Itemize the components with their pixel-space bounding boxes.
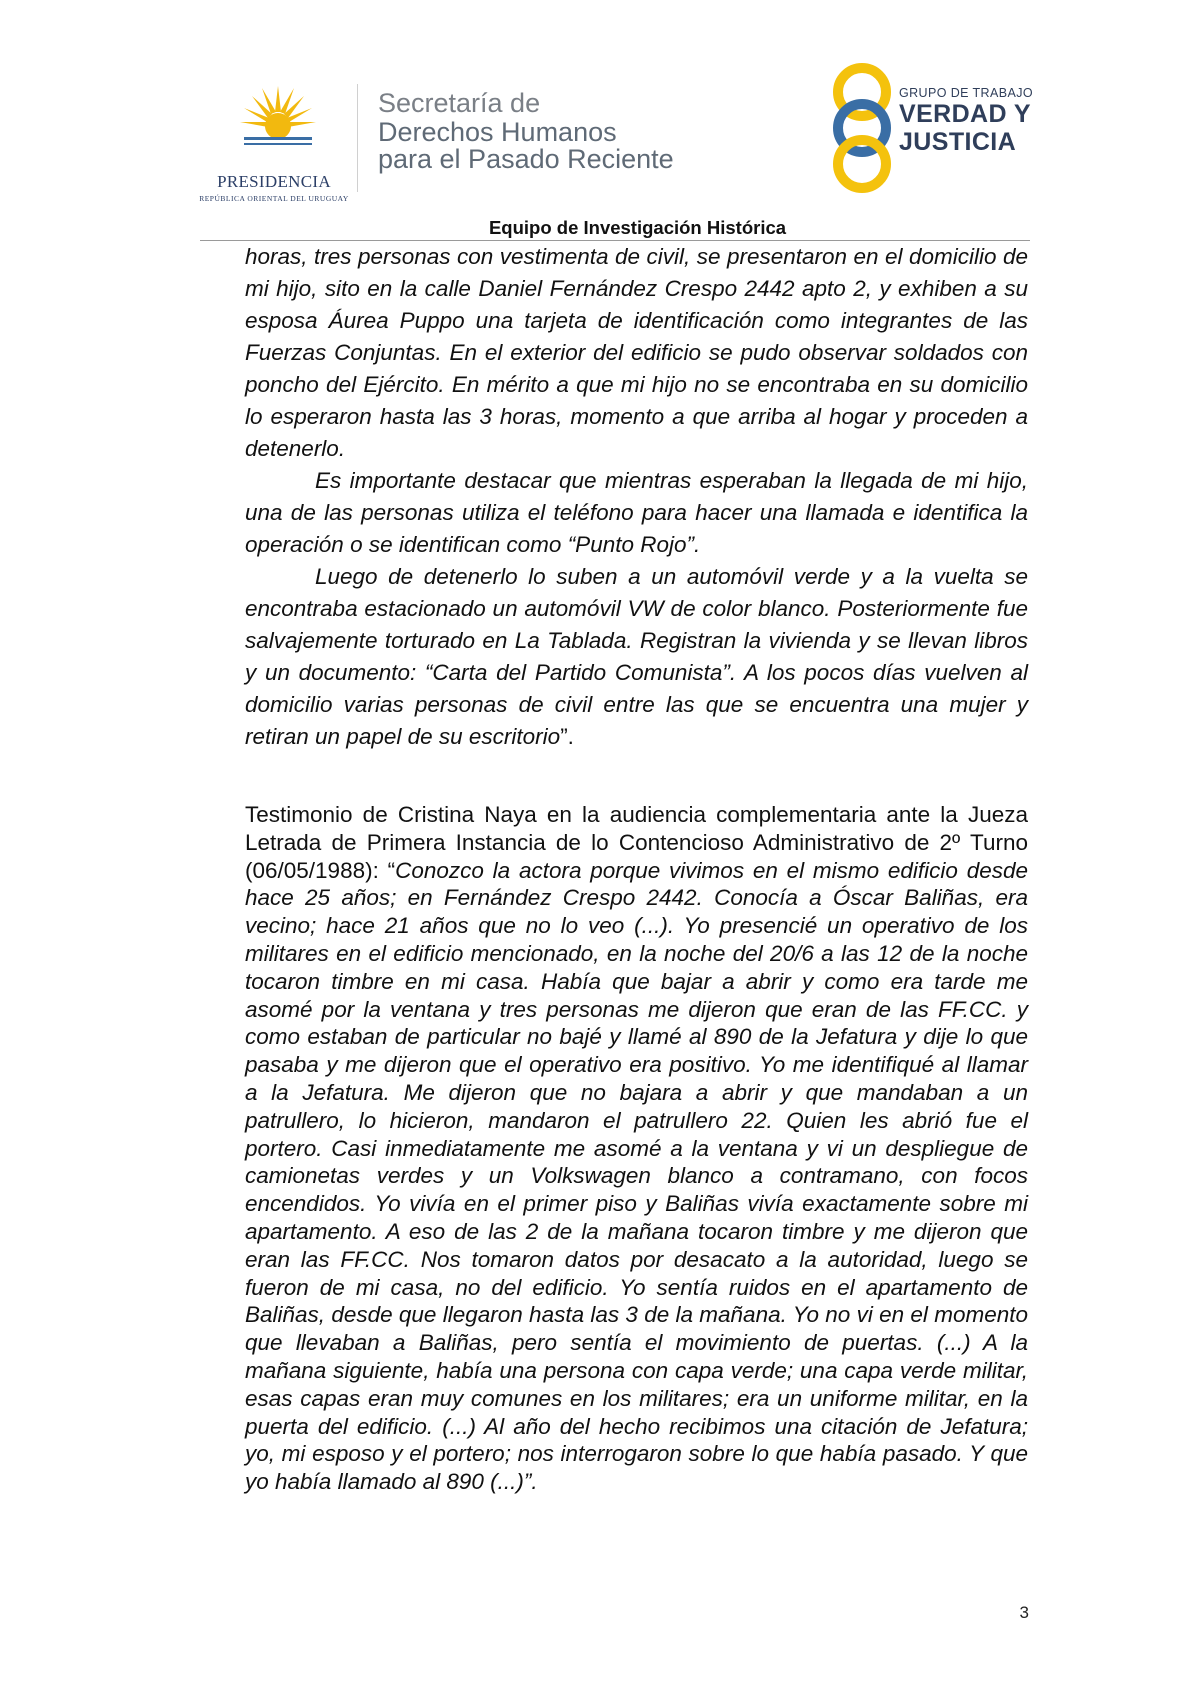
secretaria-line-3: para el Pasado Reciente <box>378 144 674 174</box>
paragraph-3 <box>245 561 1028 753</box>
paragraph-3-end: ”. <box>560 724 574 749</box>
paragraph-2: Es importante destacar que mientras esperaban la llegada de mi hijo, una de las personas utiliza el teléfono para hacer una llamada e identifica la operación o se identifican como “Punto Rojo”. <box>245 468 1028 557</box>
team-title: Equipo de Investigación Histórica <box>488 217 787 238</box>
verdad-label: VERDAD Y <box>899 100 1031 128</box>
testimony-intro: Testimonio de Cristina Naya en la audiencia complementaria ante la Jueza Letrada de Primera Instancia de lo Contencioso Administrativo de 2º Turno (06/05/1988): “ <box>245 802 1028 883</box>
grupo-trabajo-label: GRUPO DE TRABAJO <box>899 86 1033 100</box>
justicia-label: JUSTICIA <box>899 128 1017 156</box>
presidencia-logo <box>198 82 350 203</box>
secretaria-line-1: Secretaría de <box>378 88 541 118</box>
testimony-quote: Conozco la actora porque vivimos en el mismo edificio desde hace 25 años; en Fernández Crespo 2442. Conocía a Óscar Baliñas, era vecino; hace 21 años que no lo veo (...). Yo presencié un operativo de los militares en el edificio mencionado, en la noche del 20/6 a las 12 de la noche tocaron timbre en mi casa. Había que bajar a abrir y como era tarde me asomé por la ventana y tres personas me dijeron que eran de las FF.CC. y como estaban de particular no bajé y llamé al 890 de la Jefatura y dije lo que pasaba y me dijeron que el operativo era positivo. Yo me identifiqué al llamar a la Jefatura. Me dijeron que no bajara a abrir y que mandaban a un patrullero, lo hicieron, mandaron el patrullero 22. Quien les abrió fue el portero. Casi inmediatamente me asomé a la ventana y vi un despliegue de camionetas verdes y un Volkswagen blanco a contramano, con focos encendidos. Yo vivía en el primer piso y Baliñas vivía exactamente sobre mi apartamento. A eso de las 2 de la mañana tocaron timbre y me dijeron que eran las FF.CC. Nos tomaron datos por desacato a la autoridad, luego se fueron de mi casa, no del edificio. Yo sentía ruidos en el apartamento de Baliñas, desde que llegaron hasta las 3 de la mañana. Yo no vi en el momento que llevaban a Baliñas, pero sentía el movimiento de puertas. (...) A la mañana siguiente, había una persona con capa verde; una capa verde militar, esas capas eran muy comunes en los militares; era un uniforme militar, en la puerta del edificio. (...) Al año del hecho recibimos una citación de Jefatura; yo, mi esposo y el portero; nos interrogaron sobre lo que había pasado. Y que yo había llamado al 890 (...)”. <box>245 857 1028 1495</box>
paragraph-1: horas, tres personas con vestimenta de civil, se presentaron en el domicilio de mi hijo, sito en la calle Daniel Fernández Crespo 2442 apto 2, y exhiben a su esposa Áurea Puppo una tarjeta de identificación como integrantes de las Fuerzas Conjuntas. En el exterior del edificio se pudo observar soldados con poncho del Ejército. En mérito a que mi hijo no se encontraba en su domicilio lo esperaron hasta las 3 horas, momento a que arriba al hogar y proceden a detenerlo. <box>245 244 1028 461</box>
sun-icon <box>238 82 318 152</box>
testimony-block-1 <box>245 241 1028 753</box>
rings-icon <box>828 62 896 194</box>
secretaria-line-2: Derechos Humanos <box>378 117 617 147</box>
logo-divider <box>357 84 358 192</box>
testimony-block-2 <box>245 801 1028 1496</box>
page-number: 3 <box>1019 1603 1029 1622</box>
secretaria-logo-text <box>378 88 674 173</box>
presidencia-word: PRESIDENCIA <box>217 172 331 191</box>
paragraph-3-text: Luego de detenerlo lo suben a un automóvil verde y a la vuelta se encontraba estacionado un automóvil VW de color blanco. Posteriormente fue salvajemente torturado en La Tablada. Registran la vivienda y se llevan libros y un documento: “Carta del Partido Comunista”. A los pocos días vuelven al domicilio varias personas de civil entre las que se encuentra una mujer y retiran un papel de su escritorio <box>245 564 1028 749</box>
presidencia-subtitle: REPÚBLICA ORIENTAL DEL URUGUAY <box>199 194 349 203</box>
page-header <box>0 52 1190 203</box>
grupo-trabajo-logo <box>828 62 1068 194</box>
paragraph-4 <box>245 801 1028 1496</box>
